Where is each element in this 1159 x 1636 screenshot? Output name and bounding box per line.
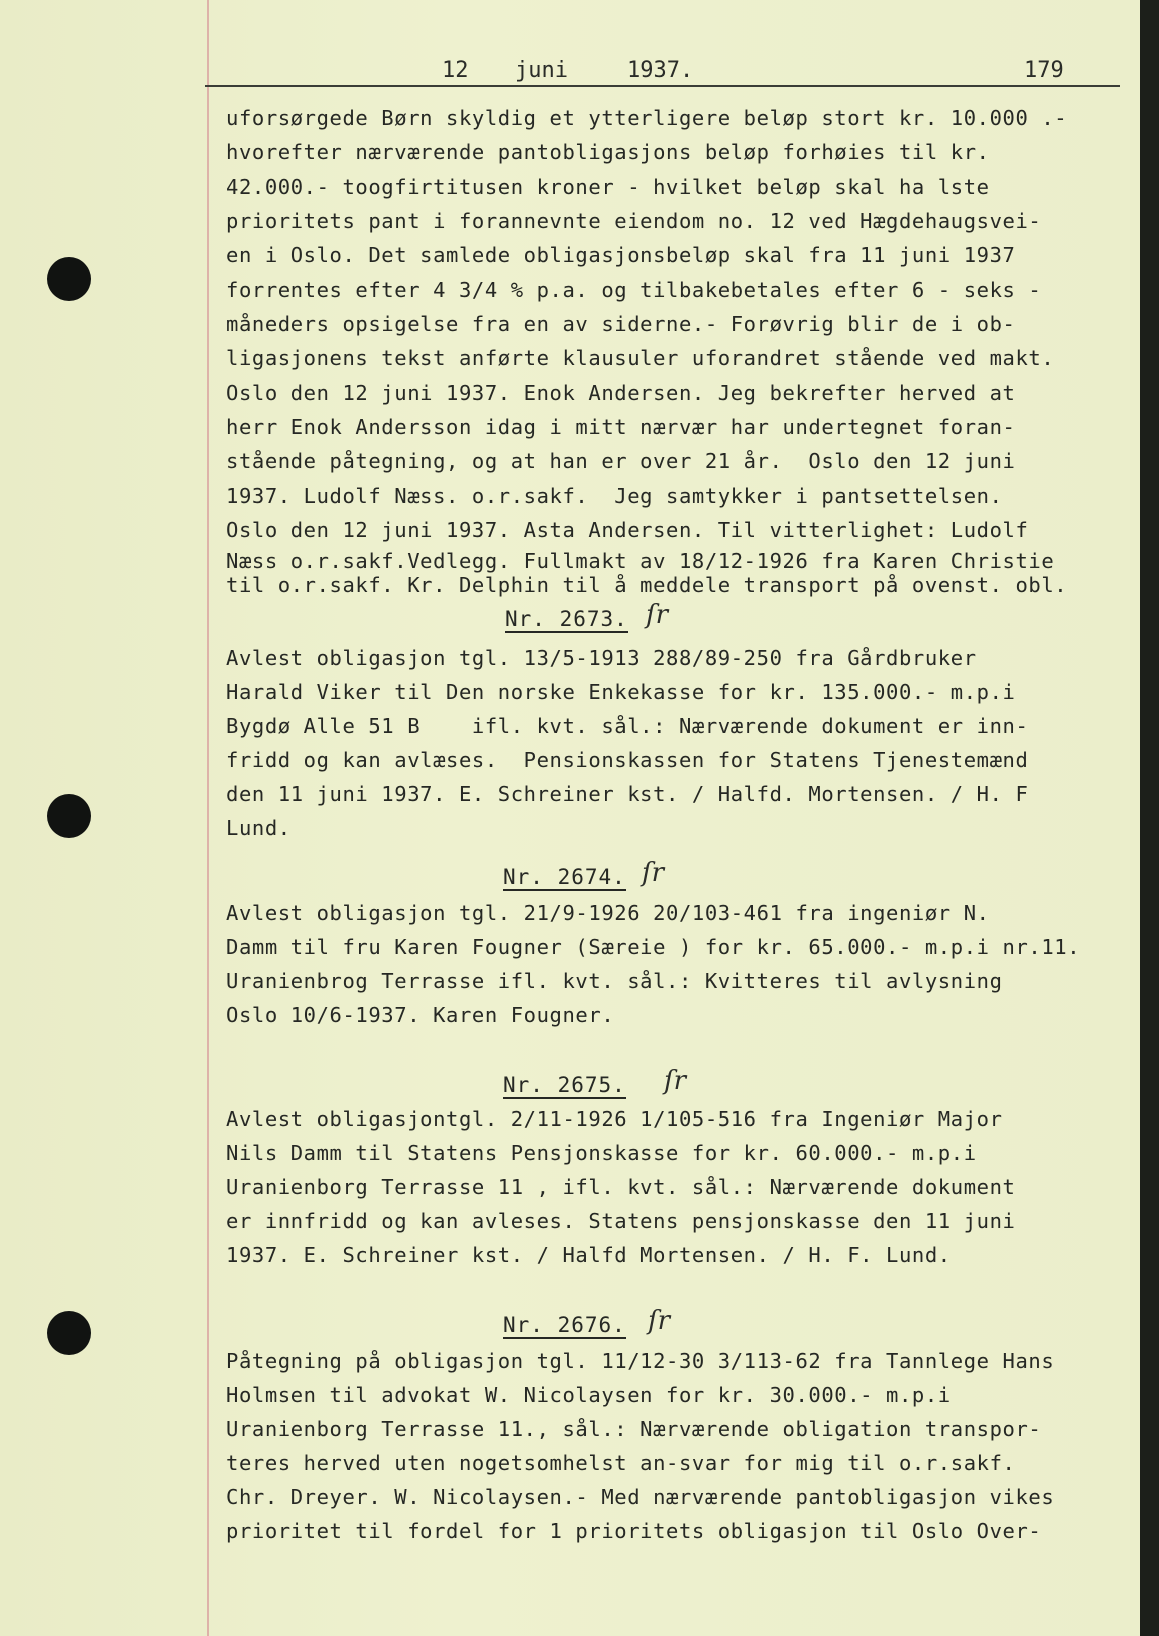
header-rule — [205, 85, 1120, 87]
text-line: er innfridd og kan avleses. Statens pensjonskasse den 11 juni — [226, 1209, 1016, 1233]
text-line: Næss o.r.sakf.Vedlegg. Fullmakt av 18/12-1926 fra Karen Christie — [226, 549, 1055, 573]
text-line: Holmsen til advokat W. Nicolaysen for kr. 30.000.- m.p.i — [226, 1383, 951, 1407]
text-line: herr Enok Andersson idag i mitt nærvær har undertegnet foran- — [226, 415, 1016, 439]
text-line: stående påtegning, og at han er over 21 år. Oslo den 12 juni — [226, 449, 1016, 473]
text-line: 1937. E. Schreiner kst. / Halfd Mortensen. / H. F. Lund. — [226, 1243, 951, 1267]
header-month: juni — [515, 58, 568, 83]
header-day: 12 — [442, 58, 469, 83]
text-line: Uranienborg Terrasse 11., sål.: Nærværende obligation transpor- — [226, 1417, 1042, 1441]
text-line: Lund. — [226, 816, 291, 840]
entry-number: Nr. 2674. — [503, 865, 626, 889]
page-number: 179 — [1024, 58, 1064, 83]
text-line: hvorefter nærværende pantobligasjons beløp forhøies til kr. — [226, 140, 990, 164]
text-line: Avlest obligasjontgl. 2/11-1926 1/105-516 fra Ingeniør Major — [226, 1107, 1003, 1131]
text-line: prioritets pant i forannevnte eiendom no. 12 ved Hægdehaugsvei- — [226, 209, 1042, 233]
text-line: Påtegning på obligasjon tgl. 11/12-30 3/113-62 fra Tannlege Hans — [226, 1349, 1055, 1373]
text-line: uforsørgede Børn skyldig et ytterligere beløp stort kr. 10.000 .- — [226, 106, 1068, 130]
text-line: en i Oslo. Det samlede obligasjonsbeløp skal fra 11 juni 1937 — [226, 243, 1016, 267]
text-line: Chr. Dreyer. W. Nicolaysen.- Med nærværende pantobligasjon vikes — [226, 1485, 1055, 1509]
text-line: Avlest obligasjon tgl. 13/5-1913 288/89-250 fra Gårdbruker — [226, 646, 977, 670]
text-line: Damm til fru Karen Fougner (Særeie ) for kr. 65.000.- m.p.i nr.11. — [226, 935, 1081, 959]
entry-number: Nr. 2675. — [503, 1073, 626, 1097]
initials-mark: ſr — [664, 1066, 687, 1096]
initials-mark: ſr — [648, 1306, 671, 1336]
text-line: prioritet til fordel for 1 prioritets obligasjon til Oslo Over- — [226, 1519, 1042, 1543]
text-line: Oslo den 12 juni 1937. Enok Andersen. Jeg bekrefter herved at — [226, 381, 1016, 405]
text-line: Uranienborg Terrasse 11 , ifl. kvt. sål.: Nærværende dokument — [226, 1175, 1016, 1199]
header-year: 1937. — [627, 58, 694, 83]
text-line: 1937. Ludolf Næss. o.r.sakf. Jeg samtykker i pantsettelsen. — [226, 484, 1003, 508]
text-line: ligasjonens tekst anførte klausuler uforandret stående ved makt. — [226, 346, 1055, 370]
text-line: 42.000.- toogfirtitusen kroner - hvilket beløp skal ha lste — [226, 175, 990, 199]
text-line: fridd og kan avlæses. Pensionskassen for Statens Tjenestemænd — [226, 748, 1029, 772]
text-line: måneders opsigelse fra en av siderne.- Forøvrig blir de i ob- — [226, 312, 1016, 336]
text-line: Harald Viker til Den norske Enkekasse for kr. 135.000.- m.p.i — [226, 680, 1016, 704]
punch-hole-top — [47, 257, 91, 301]
text-line: Uranienbrog Terrasse ifl. kvt. sål.: Kvitteres til avlysning — [226, 969, 1003, 993]
entry-number: Nr. 2673. — [505, 607, 628, 631]
text-line: Oslo 10/6-1937. Karen Fougner. — [226, 1003, 615, 1027]
initials-mark: ſr — [642, 858, 665, 888]
entry-number: Nr. 2676. — [503, 1313, 626, 1337]
text-line: Bygdø Alle 51 B ifl. kvt. sål.: Nærværende dokument er inn- — [226, 714, 1029, 738]
punch-hole-middle — [47, 794, 91, 838]
text-line: forrentes efter 4 3/4 % p.a. og tilbakebetales efter 6 - seks - — [226, 278, 1042, 302]
text-line: Nils Damm til Statens Pensjonskasse for kr. 60.000.- m.p.i — [226, 1141, 977, 1165]
text-line: den 11 juni 1937. E. Schreiner kst. / Halfd. Mortensen. / H. F — [226, 782, 1029, 806]
punch-hole-bottom — [47, 1311, 91, 1355]
text-line: til o.r.sakf. Kr. Delphin til å meddele transport på ovenst. obl. — [226, 573, 1068, 597]
margin-line — [207, 0, 209, 1636]
text-line: Oslo den 12 juni 1937. Asta Andersen. Til vitterlighet: Ludolf — [226, 518, 1029, 542]
initials-mark: ſr — [646, 600, 669, 630]
text-line: teres herved uten nogetsomhelst an-svar for mig til o.r.sakf. — [226, 1451, 1016, 1475]
text-line: Avlest obligasjon tgl. 21/9-1926 20/103-461 fra ingeniør N. — [226, 901, 990, 925]
